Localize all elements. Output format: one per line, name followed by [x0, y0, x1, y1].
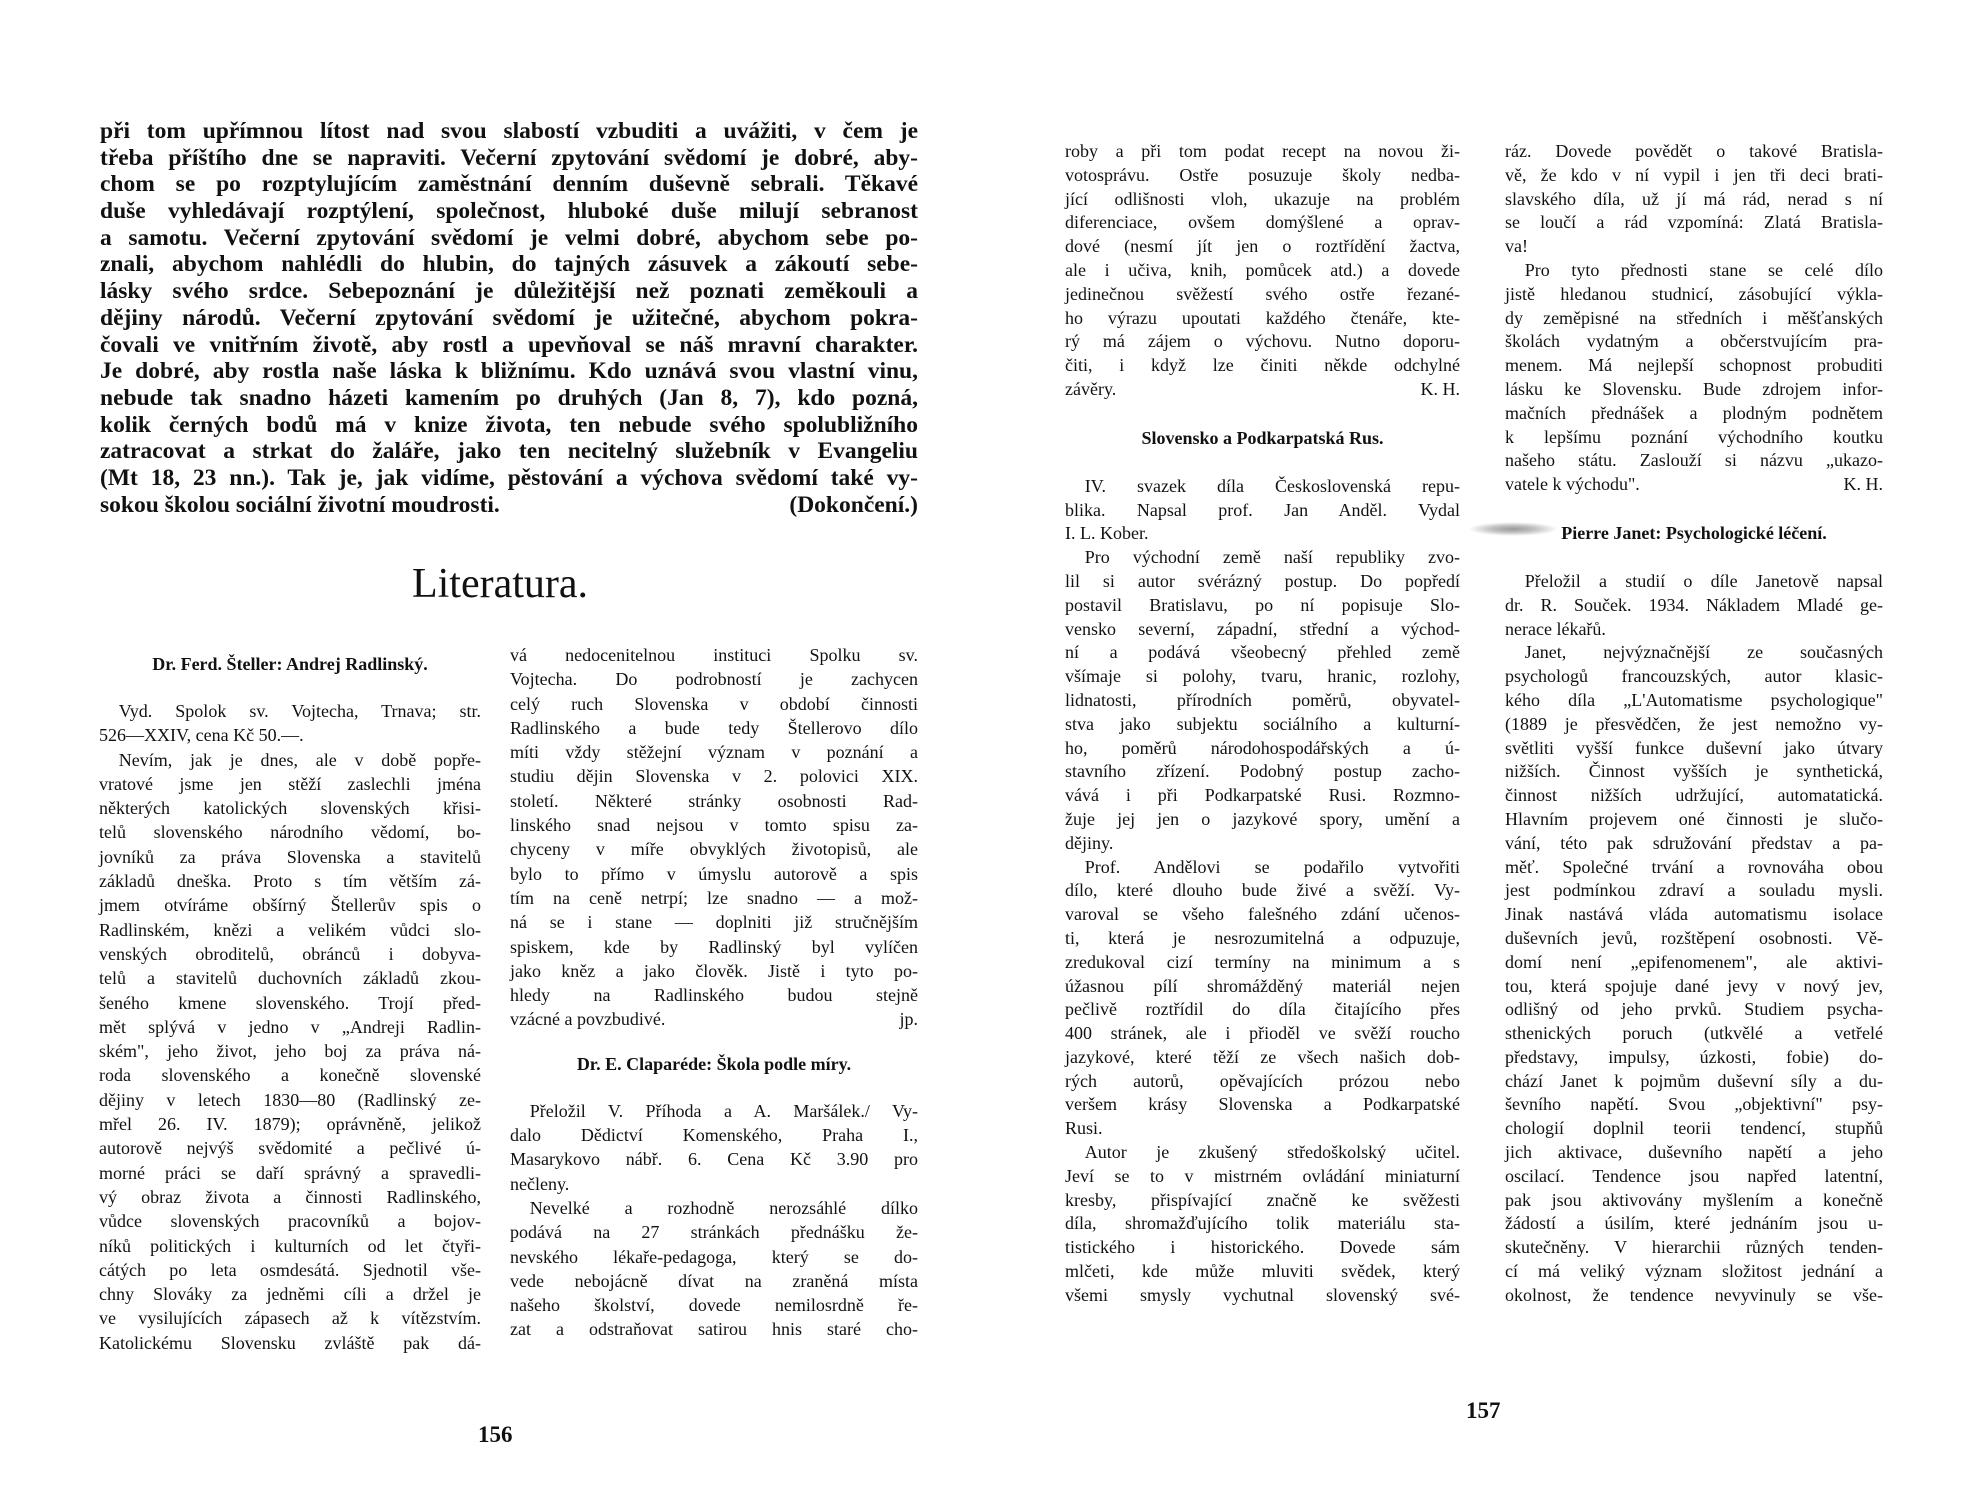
- text-line: vede nebojácně dívat na zraněná místa: [510, 1270, 918, 1291]
- text-line: linského snad nejsou v tomto spisu za-: [510, 815, 918, 836]
- text-line: mačních přednášek a plodným podnětem: [1505, 402, 1883, 423]
- text-line: dílo, které dlouho bude živé a svěží. Vy-: [1065, 880, 1460, 901]
- text-line: dové (nesmí jít jen o roztřídění žactva,: [1065, 236, 1460, 257]
- text-line: autorově nejvýš svědomité a pečlivé ú-: [99, 1138, 481, 1159]
- text-line: díla, shromažďujícího tolik materiálu sta-: [1065, 1213, 1460, 1234]
- text-line: lil si autor svérázný postup. Do popředí: [1065, 570, 1460, 591]
- paragraph: [510, 1196, 918, 1342]
- text-line: vá nedocenitelnou instituci Spolku sv.: [510, 645, 918, 665]
- text-line: činnost nižších udržující, automatatická.: [1505, 785, 1883, 806]
- text-line: ve vysilujících zápasech až k vítězstvím.: [99, 1308, 481, 1329]
- scan-smudge: [1468, 522, 1558, 536]
- author-signature: (Dokončení.): [789, 491, 918, 518]
- text-line: vě, že kdo v ní vypil i jen tři deci brati-: [1505, 164, 1883, 185]
- text-line: čiti, i když lze činiti někde odchylné: [1065, 355, 1460, 376]
- text-line: kého díla „L'Automatisme psychologique": [1505, 689, 1883, 710]
- text-line: vensko severní, západní, střední a východ-: [1065, 618, 1460, 639]
- text-line: jest podmínkou zdraví a souladu mysli.: [1505, 880, 1883, 901]
- text-line: roby a při tom podat recept na novou ži-: [1065, 141, 1460, 161]
- text-line: Radlinského a bude tedy Štellerovo dílo: [510, 717, 918, 738]
- text-line: Přeložil V. Příhoda a A. Maršálek./ Vy-: [529, 1100, 918, 1121]
- text-line: zatracovat a strkat do žaláře, jako ten necitelný služebník v Evangeliu: [100, 438, 918, 465]
- text-line: úžasnou pílí shromážděný materiál nejen: [1065, 975, 1460, 996]
- text-line: Přeložil a studií o díle Janetově napsal: [1524, 570, 1883, 591]
- text-line: pak jsou aktivovány myšlením a konečně: [1505, 1189, 1883, 1210]
- text-line: stva jako subjektu sociálního a kulturní-: [1065, 713, 1460, 734]
- continued-article-paragraph: [100, 118, 918, 518]
- text-line: varoval se všeho falešného zdání učenos-: [1065, 904, 1460, 925]
- text-line: postavil Bratislavu, po ní popisuje Slo-: [1065, 594, 1460, 615]
- text-line: šeného kmene slovenského. Trojí před-: [99, 992, 481, 1013]
- text-line: telů a stavitelů duchovních základů zkou-: [99, 968, 481, 989]
- text-line: ho, poměrů národohospodářských a ú-: [1065, 737, 1460, 758]
- text-line: sokou školou sociální životní moudrosti.: [100, 491, 500, 518]
- text-line: světliti vyšší funkce duševní jako útvary: [1505, 737, 1883, 758]
- text-line: století. Některé stránky osobnosti Rad-: [510, 790, 918, 811]
- text-line: morné práci se daří správný a spravedli-: [99, 1162, 481, 1183]
- paragraph: [99, 748, 481, 1355]
- text-line: mlčeti, kde může mluviti svědek, který: [1065, 1261, 1460, 1282]
- text-line: všímaje si polohy, tvaru, hranic, rozlohy,: [1065, 666, 1460, 687]
- text-line: níků politických i kulturních od let čtyři-: [99, 1235, 481, 1256]
- text-line: ráz. Dovede povědět o takové Bratisla-: [1505, 141, 1883, 161]
- text-line: telů slovenského národního vědomí, bo-: [99, 822, 481, 843]
- text-line: kolik černých bodů má v knize života, ten nebude svého spolubližního: [100, 411, 918, 438]
- text-line: I. L. Kober.: [1065, 523, 1149, 544]
- text-line: psychologů francouzských, autor klasic-: [1505, 666, 1883, 687]
- text-line: Hlavním projevem oné činnosti je slučo-: [1505, 808, 1883, 829]
- text-line: Autor je zkušený středoškolský učitel.: [1084, 1142, 1460, 1163]
- text-line: dějiny národů. Večerní zpytování svědomí je užitečné, abychom pokra-: [100, 304, 918, 331]
- text-line: vzácné a povzbudivé.: [510, 1009, 666, 1030]
- text-line: jistě hledanou studnicí, zásobující výkla-: [1505, 283, 1883, 304]
- text-line: mřel 26. IV. 1879); oprávněně, jelikož: [99, 1114, 481, 1135]
- signature-line: [510, 1007, 918, 1031]
- text-line: oscilací. Tendence jsou napřed latentní,: [1505, 1165, 1883, 1186]
- paragraph: [1505, 570, 1883, 641]
- text-line: Jinak nastává vláda automatismu isolace: [1505, 904, 1883, 925]
- text-line: vý obraz života a činnosti Radlinského,: [99, 1186, 481, 1207]
- text-line: celý ruch Slovenska v období činnosti: [510, 693, 918, 714]
- text-line: kresby, přispívající značně ke svěžesti: [1065, 1189, 1460, 1210]
- text-line: domí není „epifenomenem", ale aktivi-: [1505, 951, 1883, 972]
- text-line: vává i při Podkarpatské Rusi. Rozmno-: [1065, 785, 1460, 806]
- text-line: Pro východní země naší republiky zvo-: [1084, 547, 1460, 568]
- text-line: Nevelké a rozhodně nerozsáhlé dílko: [529, 1197, 918, 1218]
- text-line: ševního napětí. Svou „objektivní" psy-: [1505, 1094, 1883, 1115]
- page-number: 156: [478, 1422, 513, 1447]
- paragraph: [1065, 1141, 1460, 1308]
- text-line: při tom upřímnou lítost nad svou slabostí vzbuditi a uvážiti, v čem je: [100, 118, 918, 144]
- text-line: ho výrazu upoutati každého čtenáře, kte-: [1065, 307, 1460, 328]
- text-line: jako kněz a jako člověk. Jistě i tyto po-: [510, 960, 918, 981]
- text-line: chyceny v míře obvyklých životopisů, ale: [510, 839, 918, 860]
- text-line: chny Slováky za jedněmi cíli a držel je: [99, 1284, 481, 1305]
- text-line: votosprávu. Ostře posuzuje školy nedba-: [1065, 164, 1460, 185]
- text-line: jovníků za práva Slovenska a stavitelů: [99, 846, 481, 867]
- text-line: našeho školství, dovede nemilosrdně ře-: [510, 1295, 918, 1316]
- text-line: rých autorů, opěvajících prózou nebo: [1065, 1070, 1460, 1091]
- text-line: jedinečnou svěžestí svého ostře řezané-: [1065, 283, 1460, 304]
- text-line: míti vždy stěžejní význam v poznání a: [510, 742, 918, 763]
- text-line: blika. Napsal prof. Jan Anděl. Vydal: [1065, 499, 1460, 520]
- text-line: a samotu. Večerní zpytování svědomí je velmi dobré, abychom sebe po-: [100, 224, 918, 251]
- text-line: dr. R. Souček. 1934. Nákladem Mladé ge-: [1505, 594, 1883, 615]
- review-heading: Pierre Janet: Psychologické léčení.: [1561, 522, 1827, 543]
- text-line: va!: [1505, 236, 1528, 257]
- text-line: Pro tyto přednosti stane se celé dílo: [1524, 259, 1883, 280]
- text-line: slavského díla, už jí má rád, nerad s ní: [1505, 188, 1883, 209]
- text-line: zredukoval cizí termíny na minimum a s: [1065, 951, 1460, 972]
- text-line: nevského lékaře-pedagoga, který se do-: [510, 1246, 918, 1267]
- text-line: vratové jsme jen stěží zaslechli jména: [99, 773, 481, 794]
- text-line: Prof. Andělovi se podařilo vytvořiti: [1084, 856, 1460, 877]
- text-line: chom se po rozptylujícím zaměstnání denním duševně sebrali. Těkavé: [100, 171, 918, 198]
- text-line: stavního zřízení. Podobný postup zacho-: [1065, 761, 1460, 782]
- text-line: duševních jevů, rozštěpení osobnosti. Vě-: [1505, 927, 1883, 948]
- text-line: školách vydatným a občerstvujícím pra-: [1505, 331, 1883, 352]
- text-line: se loučí a rád vzpomíná: Zlatá Bratisla-: [1505, 212, 1883, 233]
- text-line: dějiny.: [1065, 832, 1114, 853]
- left-page-column-2: [510, 643, 918, 1342]
- text-line: jící odlišnosti vloh, ukazuje na problém: [1065, 188, 1460, 209]
- text-line: závěry.: [1065, 378, 1117, 399]
- text-line: nebude tak snadno házeti kamením po druhých (Jan 8, 7), kdo pozná,: [100, 384, 918, 411]
- text-line: dy zeměpisné na středních i měšťanských: [1505, 307, 1883, 328]
- text-line: čovali ve vnitřním životě, aby rostl a upevňoval se náš mravní charakter.: [100, 331, 918, 358]
- text-line: tou, která spojuje dané jevy v nový jev,: [1505, 975, 1883, 996]
- text-line: měť. Společné trvání a rovnováha obou: [1505, 856, 1883, 877]
- text-line: ském", jeho život, jeho boj za práva ná-: [99, 1041, 481, 1062]
- text-line: Je dobré, aby rostla naše láska k bližnímu. Kdo uznává svou vlastní vinu,: [100, 358, 918, 385]
- text-line: ní a podává všeobecný přehled země: [1065, 642, 1460, 663]
- text-line: cátých po leta osmdesátá. Sjednotil vše-: [99, 1259, 481, 1280]
- paragraph: [1505, 641, 1883, 1307]
- text-line: cí má veliký význam složitost jednání a: [1505, 1261, 1883, 1282]
- text-line: dalo Dědictví Komenského, Praha I.,: [510, 1125, 918, 1146]
- text-line: tím na ceně netrpí; lze snadno — a mož-: [510, 887, 918, 908]
- text-line: chází Janet k pojmům duševní síly a du-: [1505, 1070, 1883, 1091]
- paragraph: [1065, 856, 1460, 1142]
- signature-line: [100, 492, 918, 519]
- text-line: mět splývá v jedno v „Andreji Radlin-: [99, 1016, 481, 1037]
- text-line: našeho státu. Zaslouží si názvu „ukazo-: [1505, 450, 1883, 471]
- text-line: okolnost, že tendence nevyvinuly se vše-: [1505, 1284, 1883, 1305]
- paragraph: [510, 643, 918, 1032]
- text-line: odlišný od jeho prvků. Studiem psycha-: [1505, 999, 1883, 1020]
- text-line: hledy na Radlinského budou stejně: [510, 985, 918, 1006]
- text-line: lidnatosti, přírodních poměrů, obyvatel-: [1065, 689, 1460, 710]
- text-line: menem. Má nejlepší schopnost probuditi: [1505, 355, 1883, 376]
- text-line: znali, abychom nahlédli do hlubin, do tajných zásuvek a zákoutí sebe-: [100, 251, 918, 278]
- text-line: žuje jej jen o jazykové spory, umění a: [1065, 808, 1460, 829]
- text-line: bylo to přímo v úmyslu autorově a spis: [510, 863, 918, 884]
- text-line: zat a odstraňovat satirou hnis staré cho-: [510, 1319, 918, 1340]
- text-line: veršem krásy Slovenska a Podkarpatské: [1065, 1094, 1460, 1115]
- text-line: Masarykovo nábř. 6. Cena Kč 3.90 pro: [510, 1149, 918, 1170]
- signature-line: [1505, 473, 1883, 497]
- text-line: základů dneška. Proto s tím větším zá-: [99, 871, 481, 892]
- text-line: ti, která je nesrozumitelná a odpuzuje,: [1065, 927, 1460, 948]
- section-title: Literatura.: [411, 561, 589, 607]
- text-line: třeba příštího dne se napraviti. Večerní zpytování svědomí je dobré, aby-: [100, 144, 918, 171]
- text-line: žádostí a úsilím, které jednáním jsou u-: [1505, 1213, 1883, 1234]
- text-line: jmem otvíráme obšírný Štellerův spis o: [99, 895, 481, 916]
- text-line: Vojtecha. Do podrobností je zachycen: [510, 669, 918, 690]
- review-heading: Dr. Ferd. Šteller: Andrej Radlinský.: [152, 654, 428, 674]
- right-page-column-2: [1505, 140, 1883, 1308]
- text-line: diferenciace, ovšem domýšlené a oprav-: [1065, 212, 1460, 233]
- text-line: vání, této pak sdružování představ a pa-: [1505, 832, 1883, 853]
- text-line: Vyd. Spolok sv. Vojtecha, Trnava; str.: [118, 701, 481, 721]
- text-line: lásku ke Slovensku. Bude zdrojem infor-: [1505, 378, 1883, 399]
- paragraph: [1065, 475, 1460, 546]
- text-line: vatele k východu".: [1505, 474, 1640, 495]
- text-line: Rusi.: [1065, 1118, 1103, 1139]
- text-line: 400 stránek, ale i přioděl ve svěží roucho: [1065, 1023, 1460, 1044]
- text-line: tistického i historického. Dovede sám: [1065, 1237, 1460, 1258]
- author-signature: jp.: [899, 1009, 918, 1030]
- review-heading: Dr. E. Claparéde: Škola podle míry.: [576, 1053, 852, 1074]
- text-line: (1889 je přesvědčen, že jest nemožno vy-: [1505, 713, 1883, 734]
- text-line: studiu dějin Slovenska v 2. polovici XIX.: [510, 766, 918, 787]
- text-line: představy, impulsy, úzkosti, fobie) do-: [1505, 1046, 1883, 1067]
- author-signature: K. H.: [1843, 474, 1883, 495]
- author-signature: K. H.: [1420, 378, 1460, 399]
- text-line: lásky svého srdce. Sebepoznání je důležitější než poznati zeměkouli a: [100, 278, 918, 305]
- text-line: k lepšímu poznání východního koutku: [1505, 426, 1883, 447]
- text-line: roda slovenského a konečně slovenské: [99, 1065, 481, 1086]
- text-line: duše vyhledávají rozptýlení, společnost, hluboké duše milují sebranost: [100, 198, 918, 225]
- paragraph: [1505, 259, 1883, 497]
- signature-line: [1065, 378, 1460, 402]
- paragraph: [1065, 140, 1460, 402]
- text-line: jazykové, které těží ze všech našich dob-: [1065, 1046, 1460, 1067]
- text-line: ale i učiva, knih, pomůcek atd.) a dovede: [1065, 259, 1460, 280]
- text-line: 526—XXIV, cena Kč 50.—.: [99, 725, 304, 746]
- text-line: spiskem, kde by Radlinský byl vylíčen: [510, 936, 918, 957]
- text-line: ná se i stane — doplniti již stručnějším: [510, 912, 918, 933]
- text-line: Radlinském, knězi a velikém vůdci slo-: [99, 919, 481, 940]
- review-heading: Slovensko a Podkarpatská Rus.: [1141, 427, 1384, 448]
- paragraph: [1505, 140, 1883, 259]
- right-page-column-1: [1065, 140, 1460, 1308]
- text-line: Nevím, jak je dnes, ale v době popře-: [118, 749, 481, 770]
- text-line: venských obroditelů, obránců i dobyva-: [99, 943, 481, 964]
- text-line: nižších. Činnost vyšších je synthetická,: [1505, 761, 1883, 782]
- text-line: Janet, nejvýznačnější ze současných: [1524, 642, 1883, 663]
- text-line: vůdce slovenských pracovníků a bojov-: [99, 1211, 481, 1232]
- paragraph: [510, 1099, 918, 1196]
- text-line: nerace lékařů.: [1505, 618, 1606, 639]
- text-line: některých katolických slovenských křisi-: [99, 798, 481, 819]
- text-line: IV. svazek díla Československá repu-: [1084, 475, 1460, 496]
- text-line: nečleny.: [510, 1173, 570, 1194]
- left-page-column-1: [99, 632, 481, 1355]
- text-line: jich aktivace, duševního napětí a jeho: [1505, 1142, 1883, 1163]
- text-line: podává na 27 stránkách přednášku že-: [510, 1222, 918, 1243]
- page-number: 157: [1466, 1398, 1501, 1423]
- text-line: skutečněny. V hierarchii různých tenden-: [1505, 1237, 1883, 1258]
- text-line: Jeví se to v mistrném ovládání miniaturní: [1065, 1165, 1460, 1186]
- paragraph: [1065, 546, 1460, 855]
- text-line: rý má zájem o výchovu. Nutno doporu-: [1065, 331, 1460, 352]
- text-line: sthenických poruch (utkvělé a vetřelé: [1505, 1023, 1883, 1044]
- text-line: pečlivě roztřídil do díla čitajícího přes: [1065, 999, 1460, 1020]
- text-line: chologií doplnil teorii tendencí, stupňů: [1505, 1118, 1883, 1139]
- paragraph: [99, 699, 481, 748]
- text-line: dějiny v letech 1830—80 (Radlinský ze-: [99, 1089, 481, 1110]
- text-line: všemi smysly vychutnal slovenský své-: [1065, 1284, 1460, 1305]
- text-line: Katolickému Slovensku zvláště pak dá-: [99, 1332, 481, 1353]
- text-line: (Mt 18, 23 nn.). Tak je, jak vidíme, pěstování a výchova svědomí také vy-: [100, 464, 918, 491]
